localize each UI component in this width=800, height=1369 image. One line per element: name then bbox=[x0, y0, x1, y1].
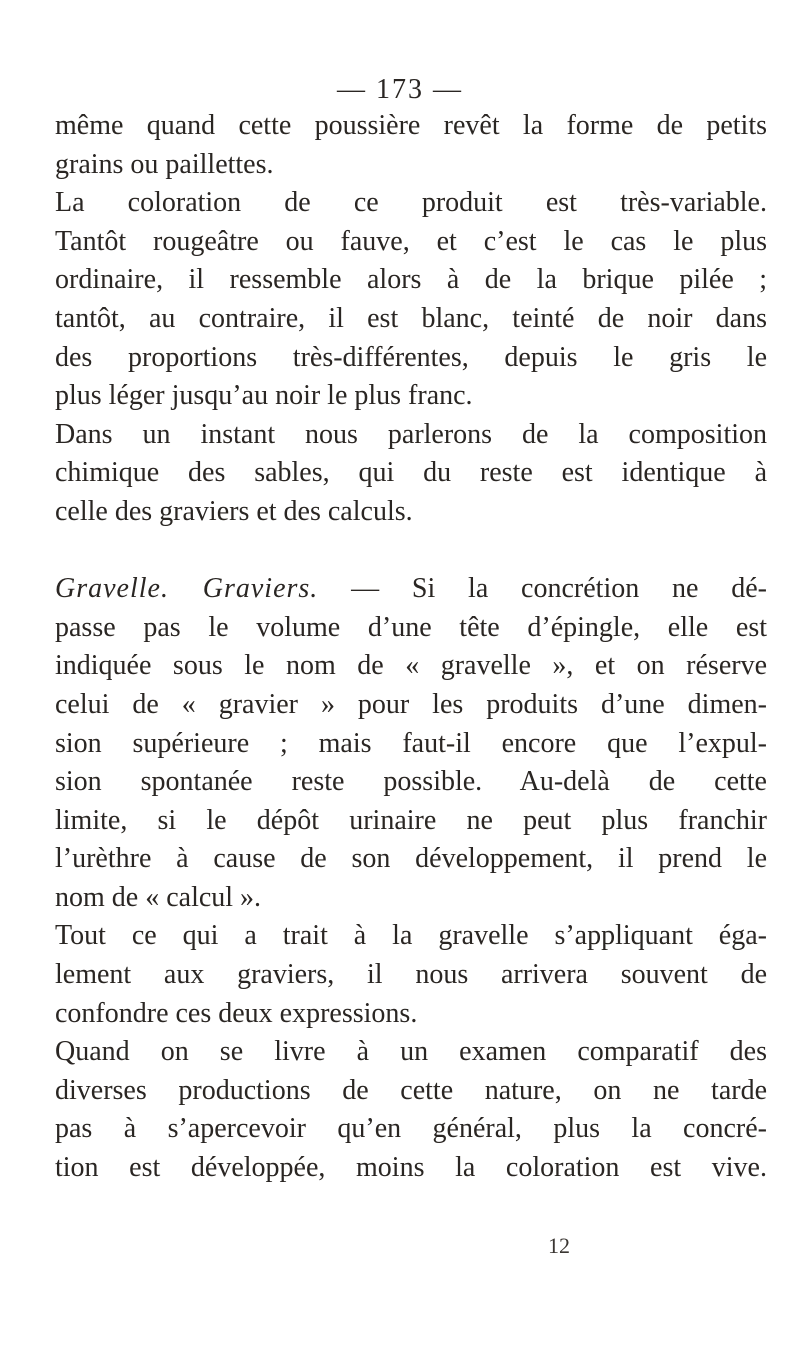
body-text bbox=[55, 107, 767, 1188]
text-line: Tantôt rougeâtre ou fauve, et c’est le cas le plus bbox=[55, 225, 767, 257]
page-number: — 173 — bbox=[337, 74, 463, 105]
text-line: indiquée sous le nom de « gravelle », et on réserve bbox=[55, 650, 767, 682]
text-line: celui de « gravier » pour les produits d’une dimen- bbox=[55, 688, 767, 720]
text-line: tantôt, au contraire, il est blanc, teinté de noir dans bbox=[55, 302, 767, 334]
section-heading-rest: — Si la concrétion ne dé- bbox=[318, 573, 767, 605]
text-line: même quand cette poussière revêt la forme de petits bbox=[55, 110, 767, 141]
text-line: pas à s’apercevoir qu’en général, plus la concré- bbox=[55, 1113, 767, 1145]
text-line: diverses productions de cette nature, on ne tarde bbox=[55, 1074, 767, 1106]
text-line: passe pas le volume d’une tête d’épingle, elle est bbox=[55, 611, 767, 643]
signature-mark: 12 bbox=[548, 1233, 570, 1258]
text-line: nom de « calcul ». bbox=[55, 881, 262, 913]
text-line: ordinaire, il ressemble alors à de la brique pilée ; bbox=[55, 264, 767, 296]
text-line: tion est développée, moins la coloration est vive. bbox=[55, 1152, 767, 1184]
text-line: des proportions très-différentes, depuis le gris le bbox=[55, 341, 767, 373]
text-line: Tout ce qui a trait à la gravelle s’appliquant éga- bbox=[55, 920, 767, 952]
text-line: l’urèthre à cause de son développement, il prend le bbox=[55, 843, 767, 875]
text-line: chimique des sables, qui du reste est identique à bbox=[55, 457, 767, 489]
paragraph-gap bbox=[55, 532, 767, 571]
section-heading-line bbox=[55, 570, 767, 609]
text-line: La coloration de ce produit est très-variable. bbox=[55, 187, 767, 219]
text-line: grains ou paillettes. bbox=[55, 148, 274, 180]
text-line: sion spontanée reste possible. Au-delà de cette bbox=[55, 766, 767, 798]
text-line: celle des graviers et des calculs. bbox=[55, 495, 413, 527]
text-line: Dans un instant nous parlerons de la composition bbox=[55, 418, 767, 450]
text-line: plus léger jusqu’au noir le plus franc. bbox=[55, 380, 473, 412]
text-line: limite, si le dépôt urinaire ne peut plus franchir bbox=[55, 804, 767, 836]
text-line: confondre ces deux expressions. bbox=[55, 997, 418, 1029]
text-line: Quand on se livre à un examen comparatif des bbox=[55, 1036, 767, 1068]
text-line: sion supérieure ; mais faut-il encore que l’expul- bbox=[55, 727, 767, 759]
text-line: lement aux graviers, il nous arrivera souvent de bbox=[55, 959, 767, 991]
section-heading: Gravelle. Graviers. bbox=[55, 573, 319, 605]
